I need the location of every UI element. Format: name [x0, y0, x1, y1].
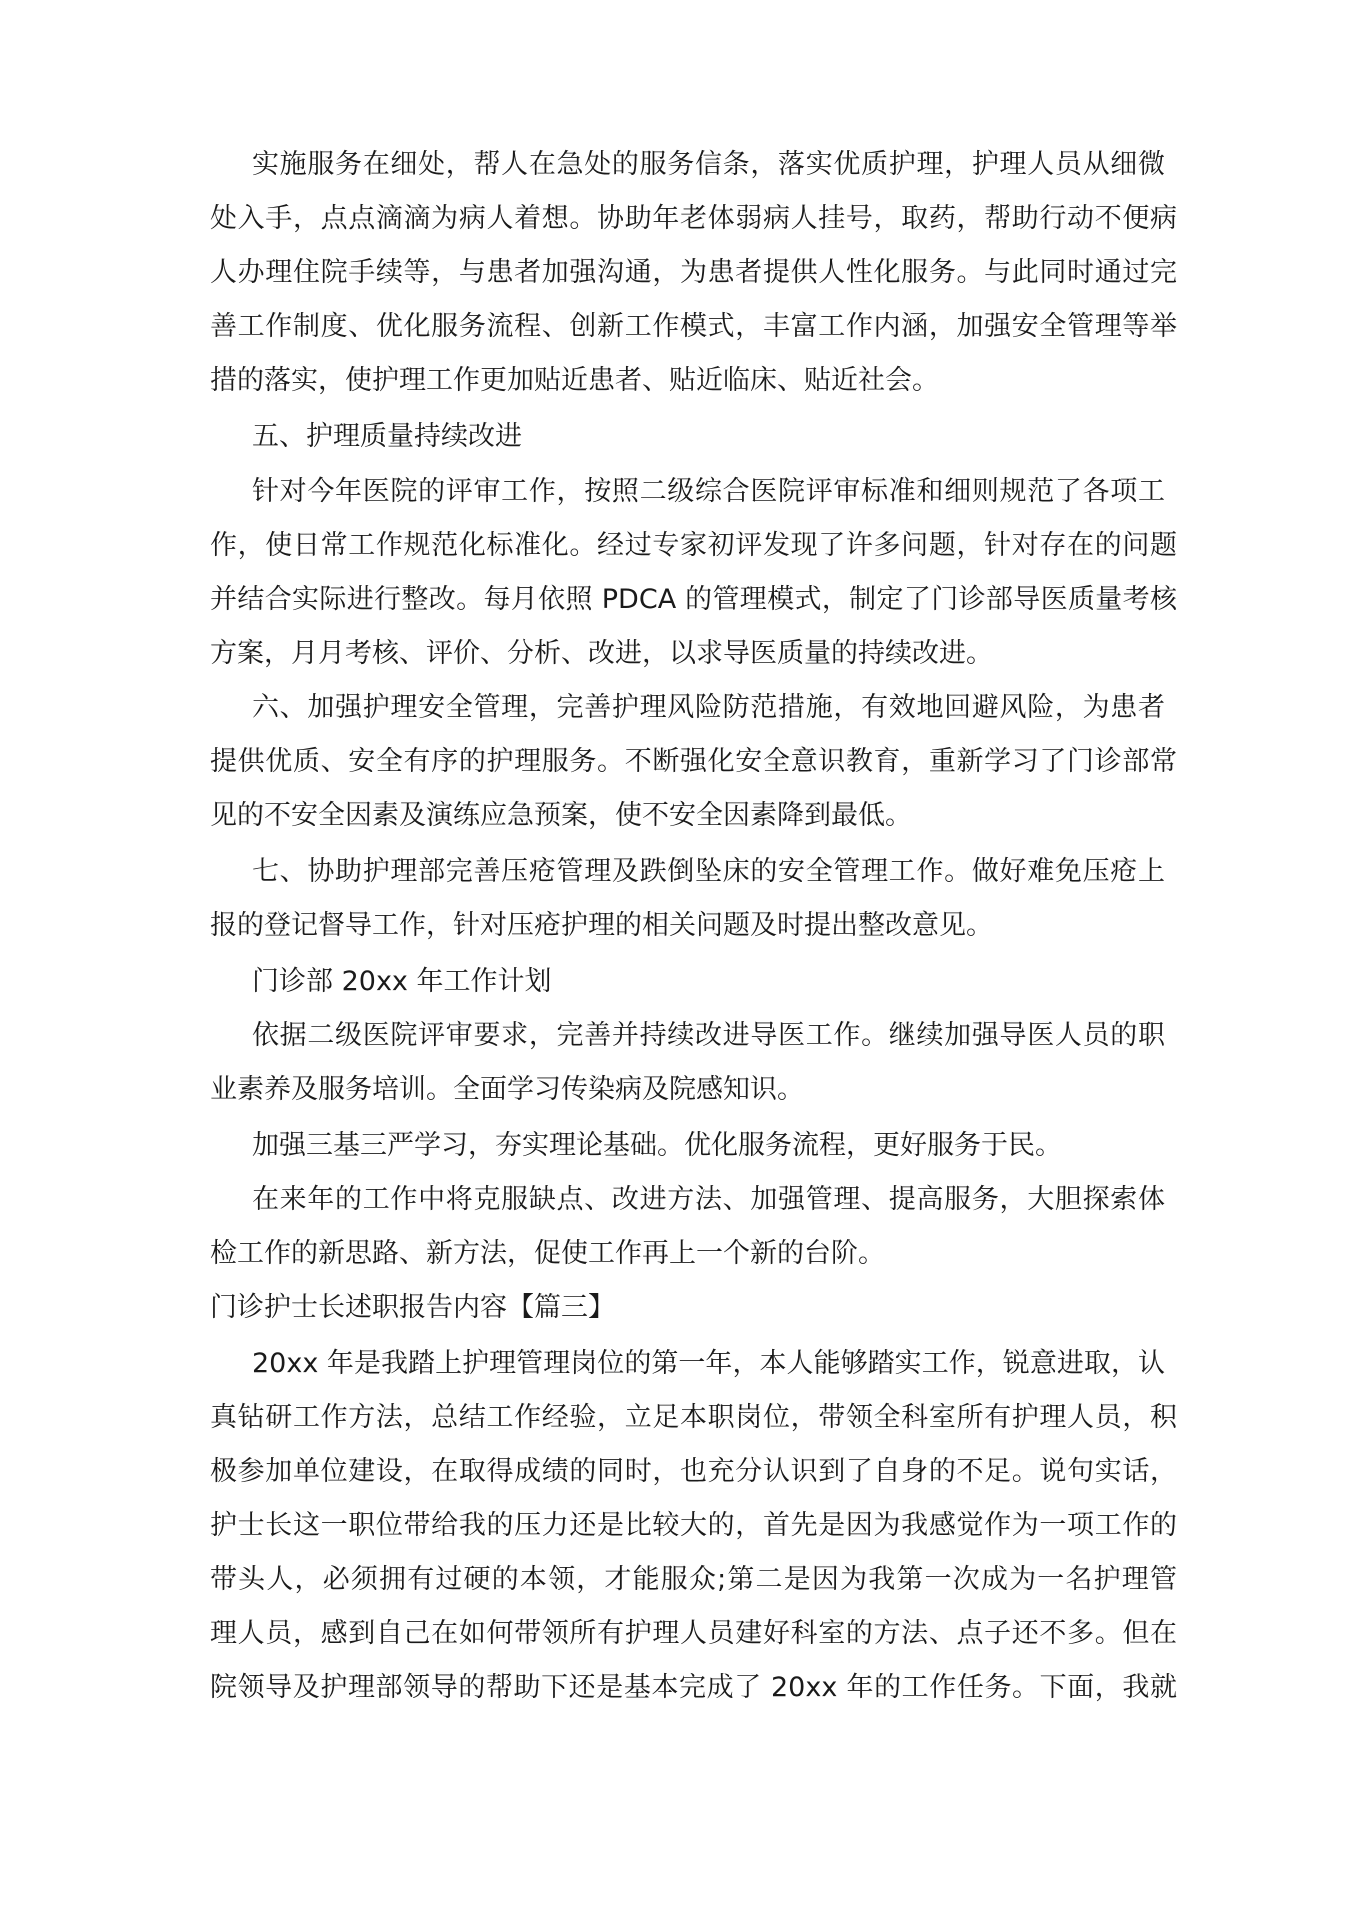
text-line: 院领导及护理部领导的帮助下还是基本完成了 20xx 年的工作任务。下面，我就: [210, 1672, 1177, 1703]
text-line: 实施服务在细处，帮人在急处的服务信条，落实优质护理，护理人员从细微: [252, 149, 1165, 180]
text-line: 极参加单位建设，在取得成绩的同时，也充分认识到了自身的不足。说句实话，: [210, 1456, 1177, 1487]
text-line: 加强三基三严学习，夯实理论基础。优化服务流程，更好服务于民。: [252, 1130, 1062, 1161]
text-line: 在来年的工作中将克服缺点、改进方法、加强管理、提高服务，大胆探索体: [252, 1184, 1165, 1215]
text-line: 提供优质、安全有序的护理服务。不断强化安全意识教育，重新学习了门诊部常: [210, 746, 1177, 777]
text-line: 业素养及服务培训。全面学习传染病及院感知识。: [210, 1074, 804, 1105]
text-line: 报的登记督导工作，针对压疮护理的相关问题及时提出整改意见。: [210, 910, 993, 941]
text-line: 六、加强护理安全管理，完善护理风险防范措施，有效地回避风险，为患者: [252, 692, 1165, 723]
text-line: 措的落实，使护理工作更加贴近患者、贴近临床、贴近社会。: [210, 365, 939, 396]
text-line: 理人员，感到自己在如何带领所有护理人员建好科室的方法、点子还不多。但在: [210, 1618, 1177, 1649]
text-line: 真钻研工作方法，总结工作经验，立足本职岗位，带领全科室所有护理人员，积: [210, 1402, 1177, 1433]
text-line: 门诊部 20xx 年工作计划: [252, 966, 552, 997]
text-line: 检工作的新思路、新方法，促使工作再上一个新的台阶。: [210, 1238, 885, 1269]
text-line: 作，使日常工作规范化标准化。经过专家初评发现了许多问题，针对存在的问题: [210, 530, 1177, 561]
text-line: 带头人，必须拥有过硬的本领，才能服众;第二是因为我第一次成为一名护理管: [210, 1564, 1177, 1595]
text-line: 善工作制度、优化服务流程、创新工作模式，丰富工作内涵，加强安全管理等举: [210, 311, 1177, 342]
text-line: 五、护理质量持续改进: [252, 421, 522, 452]
text-line: 并结合实际进行整改。每月依照 PDCA 的管理模式，制定了门诊部导医质量考核: [210, 584, 1177, 615]
text-line: 见的不安全因素及演练应急预案，使不安全因素降到最低。: [210, 800, 912, 831]
text-line: 针对今年医院的评审工作，按照二级综合医院评审标准和细则规范了各项工: [252, 476, 1165, 507]
text-line: 护士长这一职位带给我的压力还是比较大的，首先是因为我感觉作为一项工作的: [210, 1510, 1177, 1541]
text-line: 七、协助护理部完善压疮管理及跌倒坠床的安全管理工作。做好难免压疮上: [252, 856, 1165, 887]
text-line: 20xx 年是我踏上护理管理岗位的第一年，本人能够踏实工作，锐意进取，认: [252, 1348, 1165, 1379]
text-line: 方案，月月考核、评价、分析、改进，以求导医质量的持续改进。: [210, 638, 993, 669]
text-line: 门诊护士长述职报告内容【篇三】: [210, 1292, 615, 1323]
text-line: 人办理住院手续等，与患者加强沟通，为患者提供人性化服务。与此同时通过完: [210, 257, 1177, 288]
text-line: 处入手，点点滴滴为病人着想。协助年老体弱病人挂号，取药，帮助行动不便病: [210, 203, 1177, 234]
text-line: 依据二级医院评审要求，完善并持续改进导医工作。继续加强导医人员的职: [252, 1020, 1165, 1051]
